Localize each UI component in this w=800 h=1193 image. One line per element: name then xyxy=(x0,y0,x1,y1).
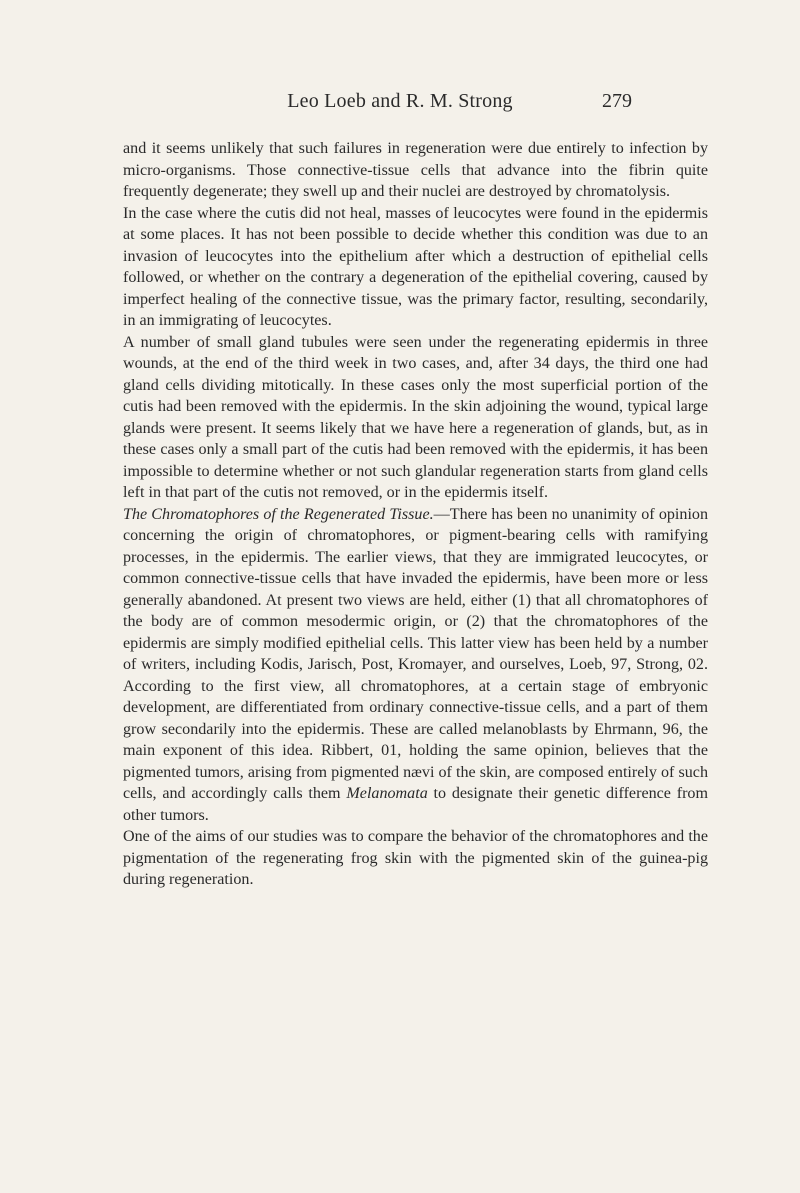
page-number: 279 xyxy=(602,90,632,112)
paragraph-5 xyxy=(123,826,708,891)
paragraph-4-text: —There has been no unanimity of opinion concerning the origin of chromatophores, or pigment-bearing cells with ramifying processes, in the epidermis. The earlier views, that they are immigrated leucocytes, or common connective-tissue cells that have invaded the epidermis, have been more or less generally abandoned. At present two views are held, either (1) that all chromatophores of the body are of common mesodermic origin, or (2) that the chromatophores of the epidermis are simply modified epithelial cells. This latter view has been held by a number of writers, including Kodis, Jarisch, Post, Kromayer, and ourselves, Loeb, 97, Strong, 02. According to the first view, all chromatophores, at a certain stage of embryonic development, are differentiated from ordinary connective-tissue cells, and a part of them grow secondarily into the epidermis. These are called melanoblasts by Ehrmann, 96, the main exponent of this idea. Ribbert, 01, holding the same opinion, believes that the pigmented tumors, arising from pigmented nævi of the skin, are composed entirely of such cells, and accordingly calls them xyxy=(123,505,709,802)
body-text xyxy=(123,138,708,891)
paragraph-1 xyxy=(123,138,708,203)
paragraph-2-text: In the case where the cutis did not heal, masses of leucocytes were found in the epidermis at some places. It has not been possible to decide whether this condition was due to an invasion of leucocytes into the epithelium after which a destruction of epithelial cells followed, or whether on the contrary a degeneration of the epithelial covering, caused by imperfect healing of the connective tissue, was the primary factor, resulting, secondarily, in an immigrating of leucocytes. xyxy=(123,204,708,329)
paragraph-1-text: and it seems unlikely that such failures in regeneration were due entirely to infection by micro-organisms. Those connective-tissue cells that advance into the fibrin quite frequently degenerate; they swell up and their nuclei are destroyed by chromatolysis. xyxy=(123,140,708,200)
running-title: Leo Loeb and R. M. Strong xyxy=(287,90,513,112)
paragraph-4 xyxy=(123,504,708,827)
inline-term: Melanomata xyxy=(346,785,428,802)
paragraph-3-text: A number of small gland tubules were seen under the regenerating epidermis in three wounds, at the end of the third week in two cases, and, after 34 days, the third one had gland cells dividing mitotically. In these cases only the most superficial portion of the cutis had been removed with the epidermis. In the skin adjoining the wound, typical large glands were present. It seems likely that we have here a regeneration of glands, but, as in these cases only a small part of the cutis had been removed with the epidermis, it has been impossible to determine whether or not such glandular regeneration starts from gland cells left in that part of the cutis not removed, or in the epidermis itself. xyxy=(123,333,708,501)
paragraph-5-text: One of the aims of our studies was to compare the behavior of the chromatophores and the pigmentation of the regenerating frog skin with the pigmented skin of the guinea-pig during regeneration. xyxy=(123,828,708,888)
paragraph-2 xyxy=(123,203,708,332)
paragraph-3 xyxy=(123,332,708,504)
section-heading: The Chromatophores of the Regenerated Tissue. xyxy=(123,505,434,523)
paragraph-4-text-after: to designate their genetic difference from other tumors. xyxy=(123,785,708,824)
running-head xyxy=(0,90,800,116)
